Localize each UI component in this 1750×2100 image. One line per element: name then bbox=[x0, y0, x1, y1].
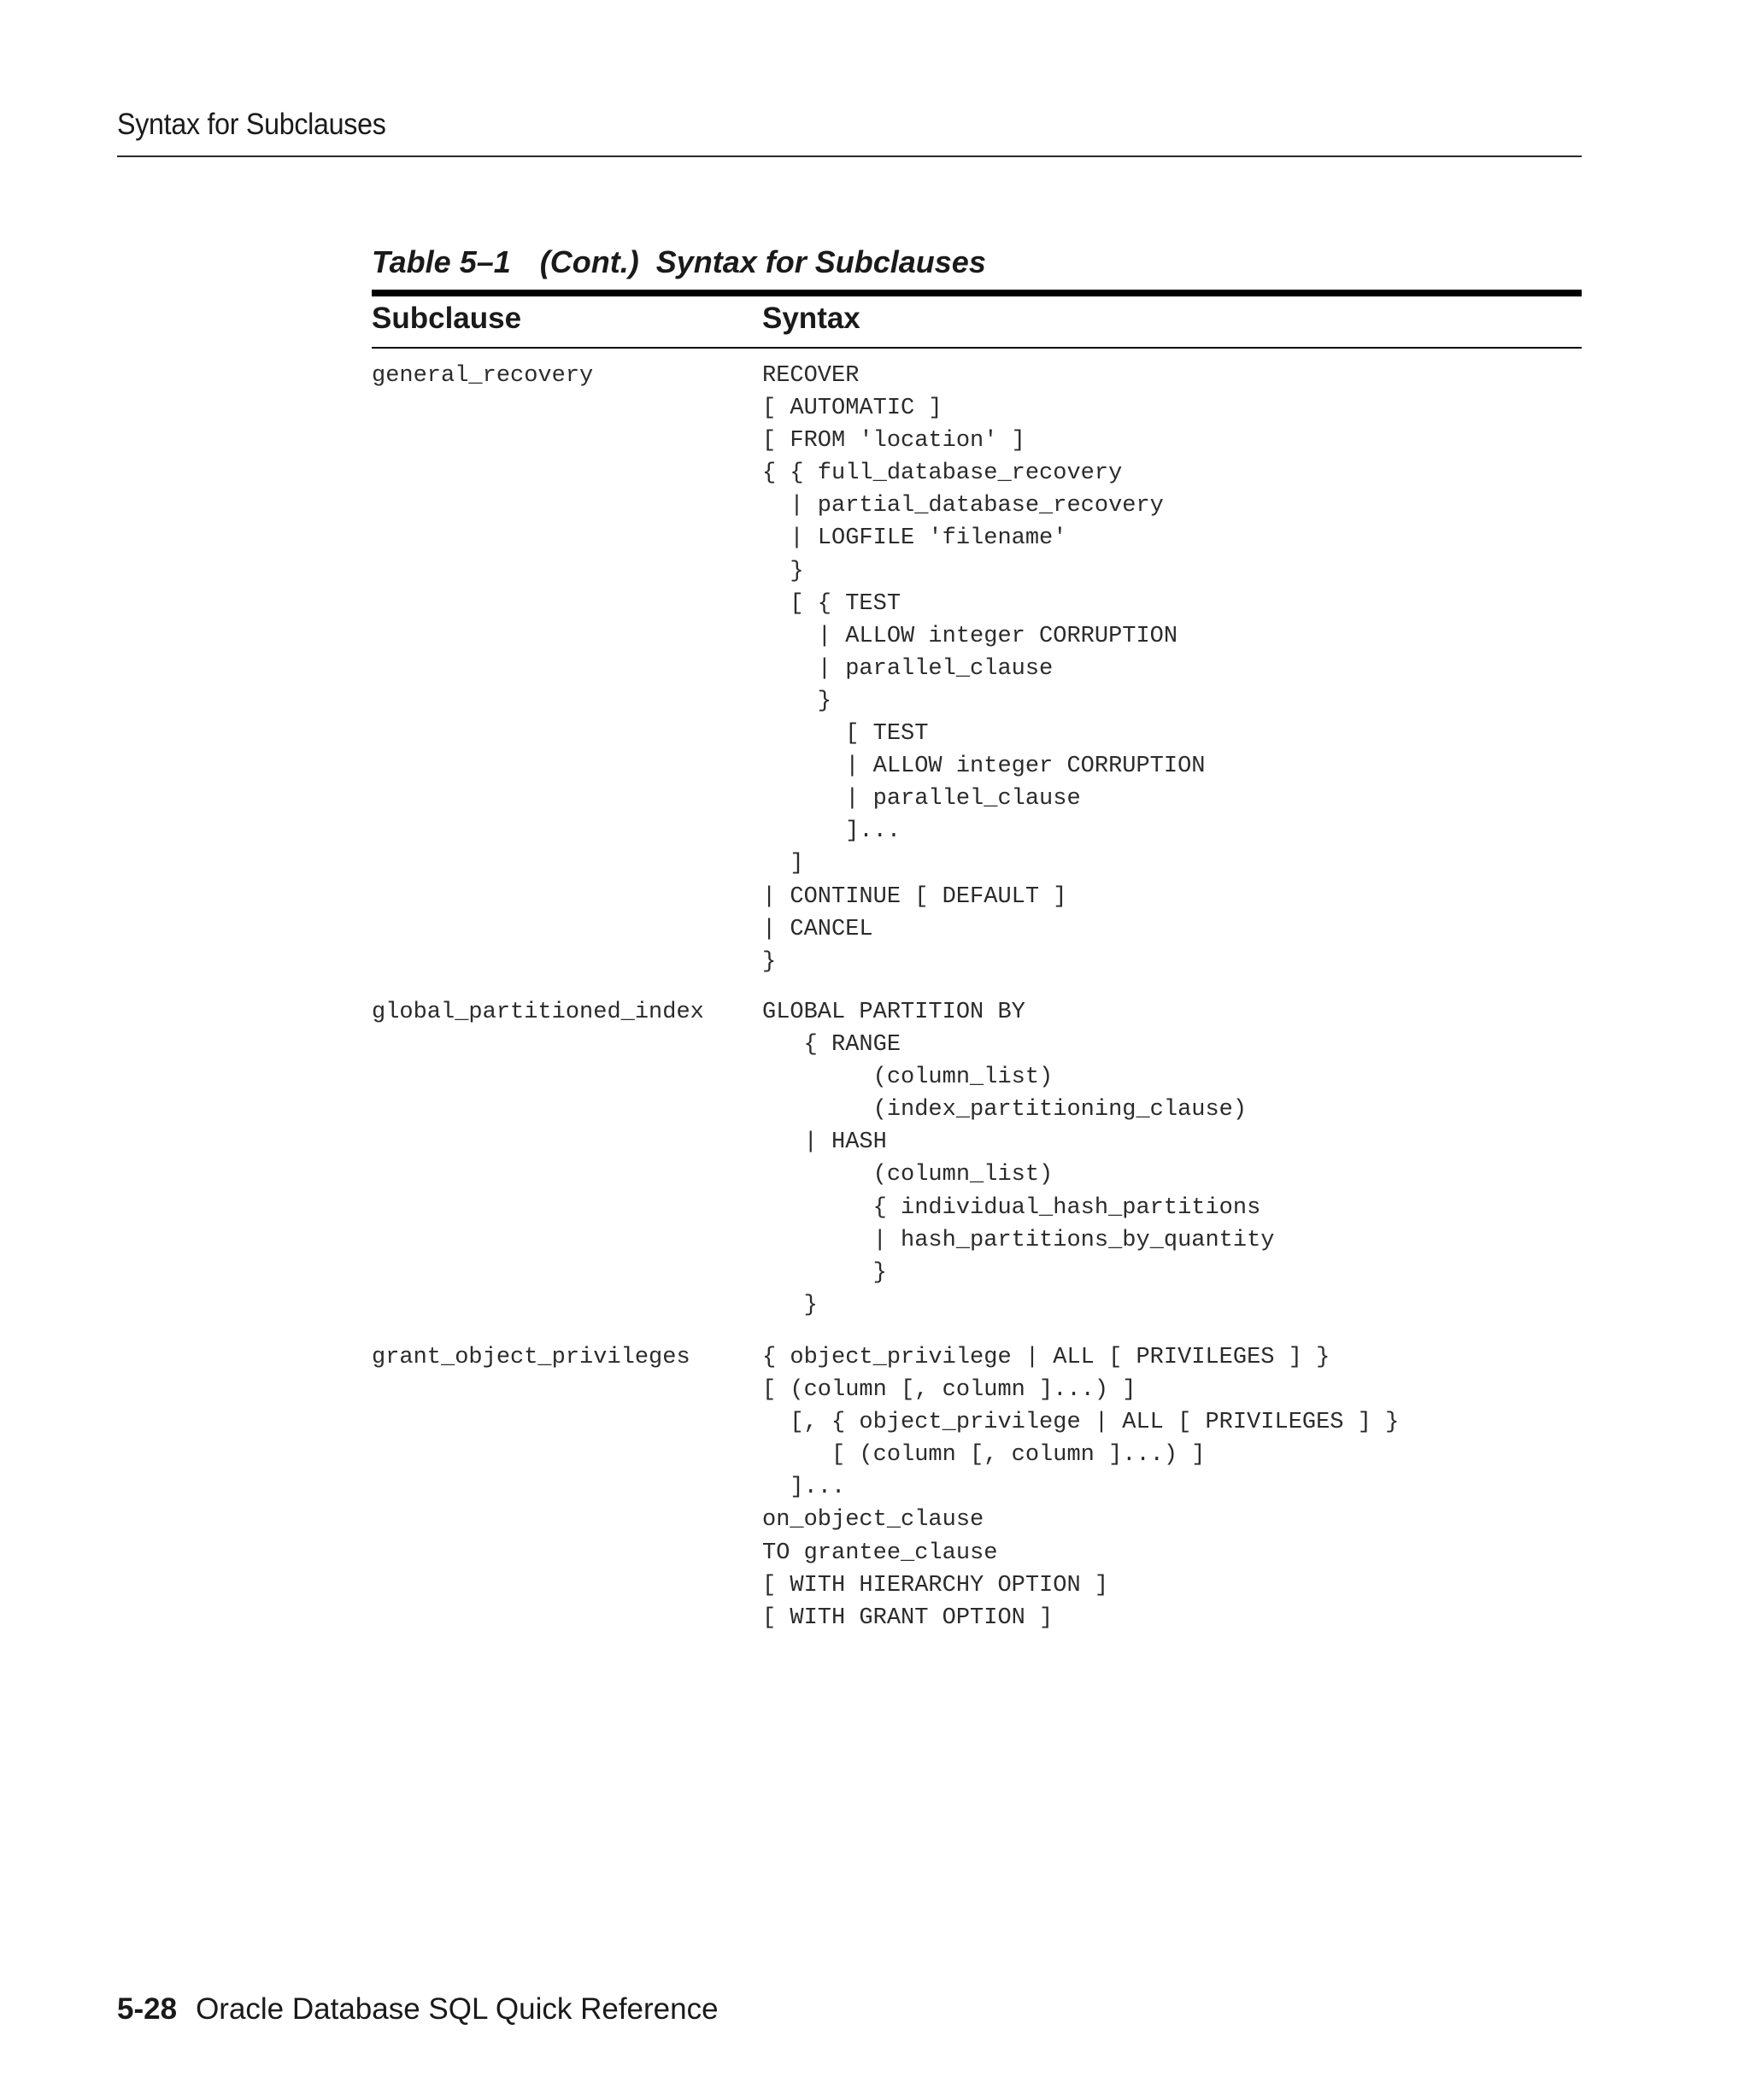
column-header-syntax: Syntax bbox=[762, 302, 860, 335]
syntax-block: RECOVER [ AUTOMATIC ] [ FROM 'location' ] { { full_database_recovery | partial_database_recovery | LOGFILE 'filename' } [ { TEST | ALLOW integer CORRUPTION | parallel_clause } [ TEST | ALLOW integer CORRUPTION | parallel_clause ]... ] | CONTINUE [ DEFAULT ] | CANCEL } bbox=[762, 363, 1206, 975]
subclause-name: global_partitioned_index bbox=[372, 1000, 704, 1025]
running-header: Syntax for Subclauses bbox=[117, 108, 386, 141]
table-header-rule bbox=[372, 347, 1582, 349]
subclause-name: general_recovery bbox=[372, 363, 594, 389]
table-title: (Cont.) Syntax for Subclauses bbox=[539, 244, 986, 279]
table-label: Table 5–1 bbox=[372, 244, 511, 279]
page-footer bbox=[117, 1992, 719, 2027]
book-title: Oracle Database SQL Quick Reference bbox=[196, 1992, 719, 2026]
column-header-subclause: Subclause bbox=[372, 302, 522, 335]
page-number: 5-28 bbox=[117, 1992, 178, 2026]
table-top-rule bbox=[372, 290, 1582, 296]
subclause-name: grant_object_privileges bbox=[372, 1345, 690, 1370]
table-caption bbox=[372, 244, 986, 280]
syntax-block: { object_privilege | ALL [ PRIVILEGES ] } [ (column [, column ]...) ] [, { object_privilege | ALL [ PRIVILEGES ] } [ (column [, column ]...) ] ]... on_object_clause TO grantee_clause [ WITH HIERARCHY OPTION ] [ WITH GRANT OPTION ] bbox=[762, 1345, 1400, 1631]
syntax-block: GLOBAL PARTITION BY { RANGE (column_list) (index_partitioning_clause) | HASH (column_list) { individual_hash_partitions | hash_partitions_by_quantity } } bbox=[762, 1000, 1275, 1318]
header-rule bbox=[117, 155, 1582, 157]
